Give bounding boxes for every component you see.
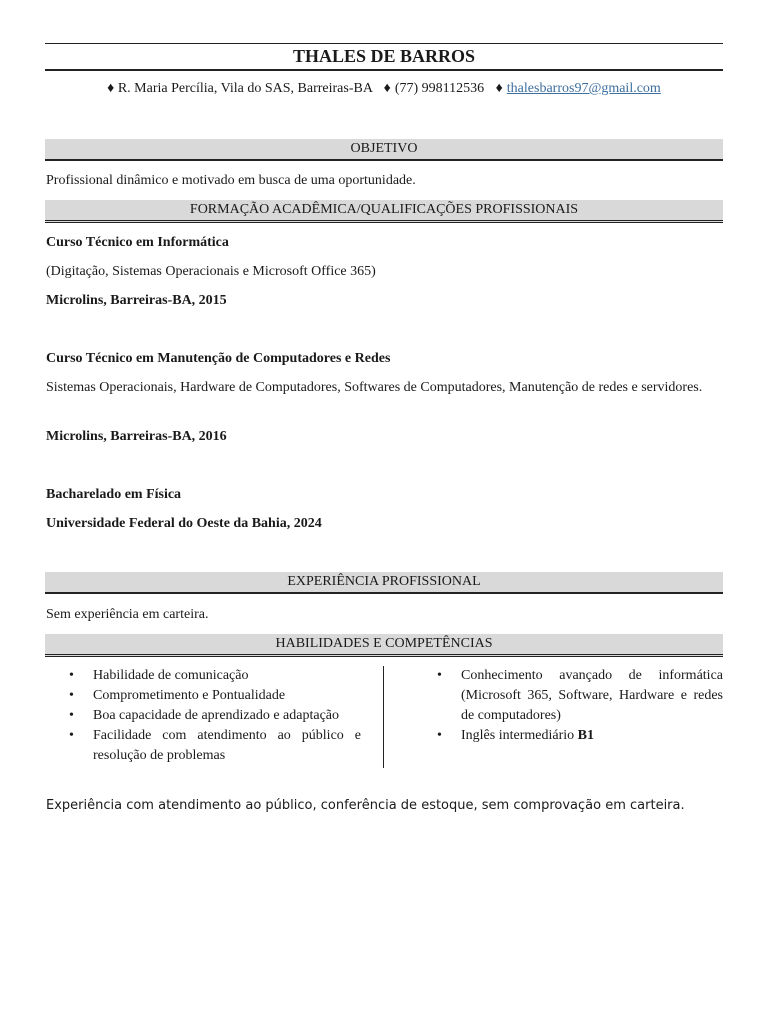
education-course-2: Curso Técnico em Manutenção de Computadores e Redes bbox=[46, 351, 391, 366]
experience-text: Sem experiência em carteira. bbox=[46, 607, 209, 622]
skill-item: • Facilidade com atendimento ao público e resolução de problemas bbox=[65, 726, 361, 766]
skill-item: • Boa capacidade de aprendizado e adaptação bbox=[65, 706, 361, 726]
education-course-1: Curso Técnico em Informática bbox=[46, 235, 229, 250]
section-education-header: FORMAÇÃO ACADÊMICA/QUALIFICAÇÕES PROFISSIONAIS bbox=[45, 200, 723, 223]
footer-note: Experiência com atendimento ao público, conferência de estoque, sem comprovação em carteira. bbox=[46, 798, 685, 813]
skills-right-column bbox=[433, 666, 723, 746]
skill-item: • Conhecimento avançado de informática (Microsoft 365, Software, Hardware e redes de computadores) bbox=[433, 666, 723, 726]
skill-item-english bbox=[433, 726, 723, 746]
education-details-1: (Digitação, Sistemas Operacionais e Microsoft Office 365) bbox=[46, 264, 376, 279]
skills-left-list bbox=[65, 666, 361, 766]
diamond-bullet-icon: ♦ bbox=[383, 81, 391, 96]
education-institution-3: Universidade Federal do Oeste da Bahia, 2024 bbox=[46, 516, 322, 531]
education-institution-2: Microlins, Barreiras-BA, 2016 bbox=[46, 429, 227, 444]
skills-left-column bbox=[65, 666, 361, 766]
section-skills-header: HABILIDADES E COMPETÊNCIAS bbox=[45, 634, 723, 657]
diamond-bullet-icon: ♦ bbox=[495, 81, 503, 96]
skill-item: • Comprometimento e Pontualidade bbox=[65, 686, 361, 706]
skills-right-list bbox=[433, 666, 723, 746]
candidate-name: THALES DE BARROS bbox=[292, 46, 476, 66]
diamond-bullet-icon: ♦ bbox=[107, 81, 115, 96]
english-level: B1 bbox=[577, 728, 594, 743]
section-experience-header: EXPERIÊNCIA PROFISSIONAL bbox=[45, 572, 723, 594]
skill-item: • Habilidade de comunicação bbox=[65, 666, 361, 686]
email-link[interactable]: thalesbarros97@gmail.com bbox=[506, 81, 661, 96]
section-objective-header: OBJETIVO bbox=[45, 139, 723, 161]
education-details-2: Sistemas Operacionais, Hardware de Computadores, Softwares de Computadores, Manutenção de redes e servidores. bbox=[46, 380, 703, 395]
address: R. Maria Percília, Vila do SAS, Barreiras-BA bbox=[117, 81, 373, 96]
education-institution-1: Microlins, Barreiras-BA, 2015 bbox=[46, 293, 227, 308]
phone: (77) 998112536 bbox=[394, 81, 485, 96]
objective-text: Profissional dinâmico e motivado em busca de uma oportunidade. bbox=[46, 173, 416, 188]
english-label: Inglês intermediário bbox=[461, 728, 575, 743]
skills-columns bbox=[45, 666, 723, 768]
education-course-3: Bacharelado em Física bbox=[46, 487, 182, 502]
header-top-rule bbox=[45, 43, 723, 44]
skills-column-divider bbox=[383, 666, 384, 768]
contact-line bbox=[45, 80, 723, 98]
header-bottom-rule bbox=[45, 69, 723, 71]
